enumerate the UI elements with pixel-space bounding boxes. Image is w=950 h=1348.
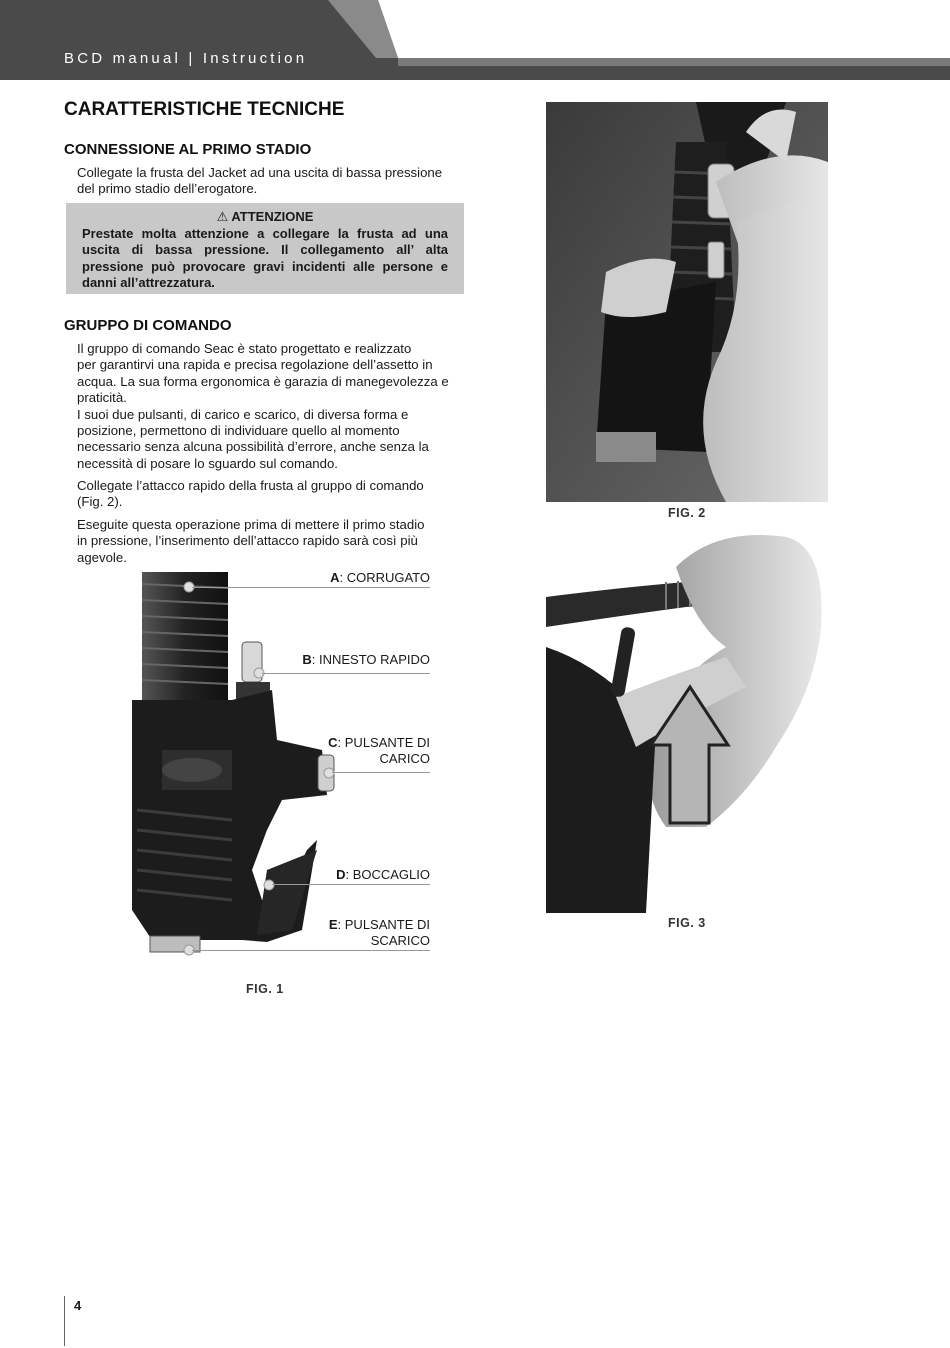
text-line: del primo stadio dell’erogatore. [77, 181, 258, 197]
label-a [330, 570, 430, 586]
label-key: C [328, 735, 338, 750]
label-text: : PULSANTE DI [337, 917, 430, 932]
text-line: Collegate l’attacco rapido della frusta al gruppo di comando [77, 478, 424, 493]
page-number: 4 [74, 1298, 82, 1313]
label-key: E [328, 917, 338, 932]
warning-text [82, 226, 448, 291]
text-line: praticità. [77, 390, 127, 406]
text-line: necessità di posare lo sguardo sul comando. [77, 455, 338, 471]
label-text: : INNESTO RAPIDO [311, 652, 430, 667]
leader-line [272, 884, 430, 885]
label-key: D [336, 867, 346, 882]
text-line: (Fig. 2). [77, 494, 123, 510]
page-header [0, 0, 950, 80]
text-line: Collegate la frusta del Jacket ad una uscita di bassa pressione [77, 165, 443, 180]
connection-text [77, 165, 469, 198]
control-paragraph-1 [77, 341, 469, 472]
control-heading: GRUPPO DI COMANDO [64, 317, 232, 334]
figure-3-photo [546, 527, 828, 913]
label-e [329, 917, 430, 949]
connection-heading: CONNESSIONE AL PRIMO STADIO [64, 141, 312, 158]
text-line: agevole. [77, 549, 127, 565]
text-line: Eseguite questa operazione prima di mettere il primo stadio [77, 517, 425, 532]
text-line: necessario senza alcuna possibilità d’errore, anche senza la [77, 439, 429, 455]
leader-line [192, 950, 430, 951]
label-b [302, 652, 430, 668]
text-line: acqua. La sua forma ergonomica è garazia di manegevolezza e [77, 373, 449, 389]
figure-1-caption: FIG. 1 [246, 982, 284, 996]
leader-line [332, 772, 430, 773]
text-line: I suoi due pulsanti, di carico e scarico, di diversa forma e [77, 406, 409, 422]
figure-2-caption: FIG. 2 [668, 506, 706, 520]
label-text: CARICO [379, 751, 430, 766]
warning-line: danni all’attrezzatura. [82, 274, 215, 290]
header-band-graphic [0, 0, 950, 80]
label-text: : PULSANTE DI [337, 735, 430, 750]
leader-line [262, 673, 430, 674]
figure-3-caption: FIG. 3 [668, 916, 706, 930]
control-paragraph-2 [77, 478, 469, 511]
inflator-illustration [92, 570, 372, 965]
warning-line: uscita di bassa pressione. Il collegamento all’ alta [82, 242, 448, 258]
control-paragraph-3 [77, 517, 469, 566]
text-line: Il gruppo di comando Seac è stato progettato e realizzato [77, 341, 412, 356]
section-title: CARATTERISTICHE TECNICHE [64, 99, 345, 120]
label-text: SCARICO [370, 933, 430, 948]
label-d [336, 867, 430, 883]
label-key: A [330, 570, 340, 585]
header-title: BCD manual | Instruction [64, 50, 308, 67]
page-number-bar [64, 1296, 65, 1346]
warning-line: Prestate molta attenzione a collegare la frusta ad una [82, 226, 448, 241]
label-text: : CORRUGATO [339, 570, 430, 585]
figure-2-photo [546, 102, 828, 502]
label-c [328, 735, 430, 767]
text-line: in pressione, l’inserimento dell’attacco rapido sarà così più [77, 533, 418, 549]
label-key: B [302, 652, 312, 667]
warning-box [66, 203, 464, 294]
text-line: per garantirvi una rapida e precisa regolazione dell’assetto in [77, 357, 433, 373]
warning-title: ⚠ ATTENZIONE [216, 209, 314, 224]
text-line: posizione, permettono di individuare quello al momento [77, 423, 400, 439]
warning-line: pressione può provocare gravi incidenti alle persone e [82, 258, 448, 274]
leader-line [192, 587, 430, 588]
label-text: : BOCCAGLIO [345, 867, 430, 882]
